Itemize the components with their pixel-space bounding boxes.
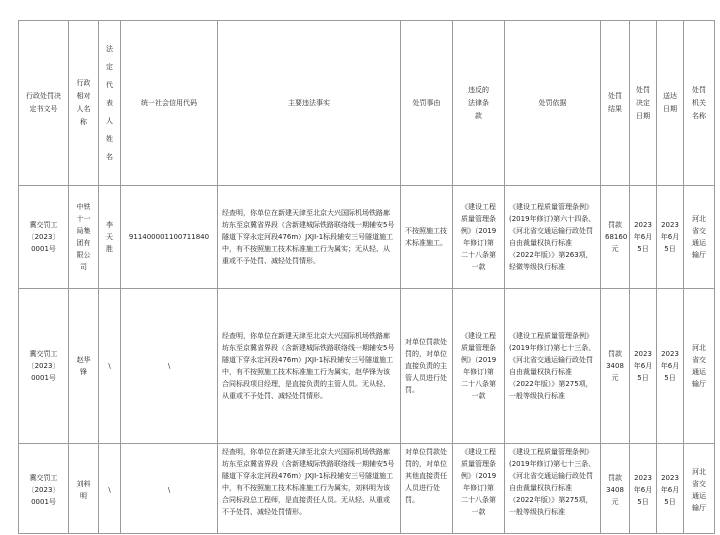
header-facts: 主要违法事实	[218, 21, 401, 186]
party-cell: 赵华锋	[69, 289, 99, 444]
authority-cell: 河北省交通运输厅	[684, 444, 715, 534]
credit-code-cell: 91140000110071184​0	[121, 186, 218, 289]
result-cell: 罚款3408元	[601, 289, 630, 444]
decision-date-cell: 2023年6月5日	[630, 289, 657, 444]
violated-cell: 《建设工程质量管理条例》（2019年修订)第二十八条第一款	[453, 444, 505, 534]
header-delivery-date: 送达日期	[657, 21, 684, 186]
delivery-date-cell: 2023年6月5日	[657, 444, 684, 534]
result-cell: 罚款68160元	[601, 186, 630, 289]
header-violated: 违反的法律条款	[453, 21, 505, 186]
legal-rep-cell: \	[99, 444, 121, 534]
basis-cell: 《建设工程质量管理条例》(2019年修订)第六十四条、《河北省交通运输行政处罚自由裁量权执行标准（2022年版）》第263项，轻微等级执行标准	[505, 186, 601, 289]
credit-code-cell: \	[121, 444, 218, 534]
doc-no-cell: 冀交罚工〔2023〕0001号	[19, 186, 69, 289]
party-cell: 刘料明	[69, 444, 99, 534]
authority-cell: 河北省交通运输厅	[684, 186, 715, 289]
basis-cell: 《建设工程质量管理条例》(2019年修订)第七十三条、《河北省交通运输行政处罚自由裁量权执行标准（2022年版）》第275项，一般等级执行标准	[505, 289, 601, 444]
reason-cell: 对单位罚款处罚的，对单位其他直接责任人员进行处罚。	[401, 444, 453, 534]
delivery-date-cell: 2023年6月5日	[657, 289, 684, 444]
doc-no-cell: 冀交罚工〔2023〕0001号	[19, 289, 69, 444]
table-row	[19, 289, 715, 444]
penalty-table	[18, 20, 715, 534]
legal-rep-cell: 李天胜	[99, 186, 121, 289]
reason-cell: 不按照施工技术标准施工。	[401, 186, 453, 289]
decision-date-cell: 2023年6月5日	[630, 186, 657, 289]
table-row	[19, 444, 715, 534]
header-basis: 处罚依据	[505, 21, 601, 186]
credit-code-cell: \	[121, 289, 218, 444]
reason-cell: 对单位罚款处罚的，对单位直接负责的主管人员进行处罚。	[401, 289, 453, 444]
violated-cell: 《建设工程质量管理条例》（2019年修订)第二十八条第一款	[453, 186, 505, 289]
facts-cell: 经查明，你单位在新建天津至北京大兴国际机场铁路廊坊东至京冀省界段（含新建城际铁路联络线一期辅安5号隧道下穿永定河段476m）JXJI-1标段辅安三号隧道施工中，有不按照施工技术标准施工行为属实；无从轻、从重或不予处罚、减轻处罚情形。	[218, 186, 401, 289]
header-row	[19, 21, 715, 186]
authority-cell: 河北省交通运输厅	[684, 289, 715, 444]
legal-rep-cell: \	[99, 289, 121, 444]
delivery-date-cell: 2023年6月5日	[657, 186, 684, 289]
result-cell: 罚款3408元	[601, 444, 630, 534]
header-credit-code: 统一社会信用代码	[121, 21, 218, 186]
basis-cell: 《建设工程质量管理条例》(2019年修订)第七十三条、《河北省交通运输行政处罚自由裁量权执行标准（2022年版）》第275项，一般等级执行标准	[505, 444, 601, 534]
header-reason: 处罚事由	[401, 21, 453, 186]
facts-cell: 经查明，你单位在新建天津至北京大兴国际机场铁路廊坊东至京冀省界段（含新建城际铁路联络线一期辅安5号隧道下穿永定河段476m）JXJI-1标段辅安三号隧道施工中，有不按照施工技术标准施工行为属实，刘料明为该合同标段总工程师，是直接责任人员。无从轻、从重或不予处罚、减轻处罚情形。	[218, 444, 401, 534]
header-authority: 处罚机关名称	[684, 21, 715, 186]
header-party: 行政相对人名称	[69, 21, 99, 186]
decision-date-cell: 2023年6月5日	[630, 444, 657, 534]
facts-cell: 经查明，你单位在新建天津至北京大兴国际机场铁路廊坊东至京冀省界段（含新建城际铁路联络线一期辅安5号隧道下穿永定河段476m）JXJI-1标段辅安三号隧道施工中，有不按照施工技术标准施工行为属实，赵华锋为该合同标段项目经理，是直接负责的主管人员。无从轻、从重或不予处罚、减轻处罚情形。	[218, 289, 401, 444]
doc-no-cell: 冀交罚工〔2023〕0001号	[19, 444, 69, 534]
header-result: 处罚结果	[601, 21, 630, 186]
party-cell: 中铁十一局集团有限公司	[69, 186, 99, 289]
header-doc-no: 行政处罚决定书文号	[19, 21, 69, 186]
header-legal-rep: 法定代表人姓名	[99, 21, 121, 186]
header-decision-date: 处罚决定日期	[630, 21, 657, 186]
table-row	[19, 186, 715, 289]
violated-cell: 《建设工程质量管理条例》（2019年修订)第二十八条第一款	[453, 289, 505, 444]
